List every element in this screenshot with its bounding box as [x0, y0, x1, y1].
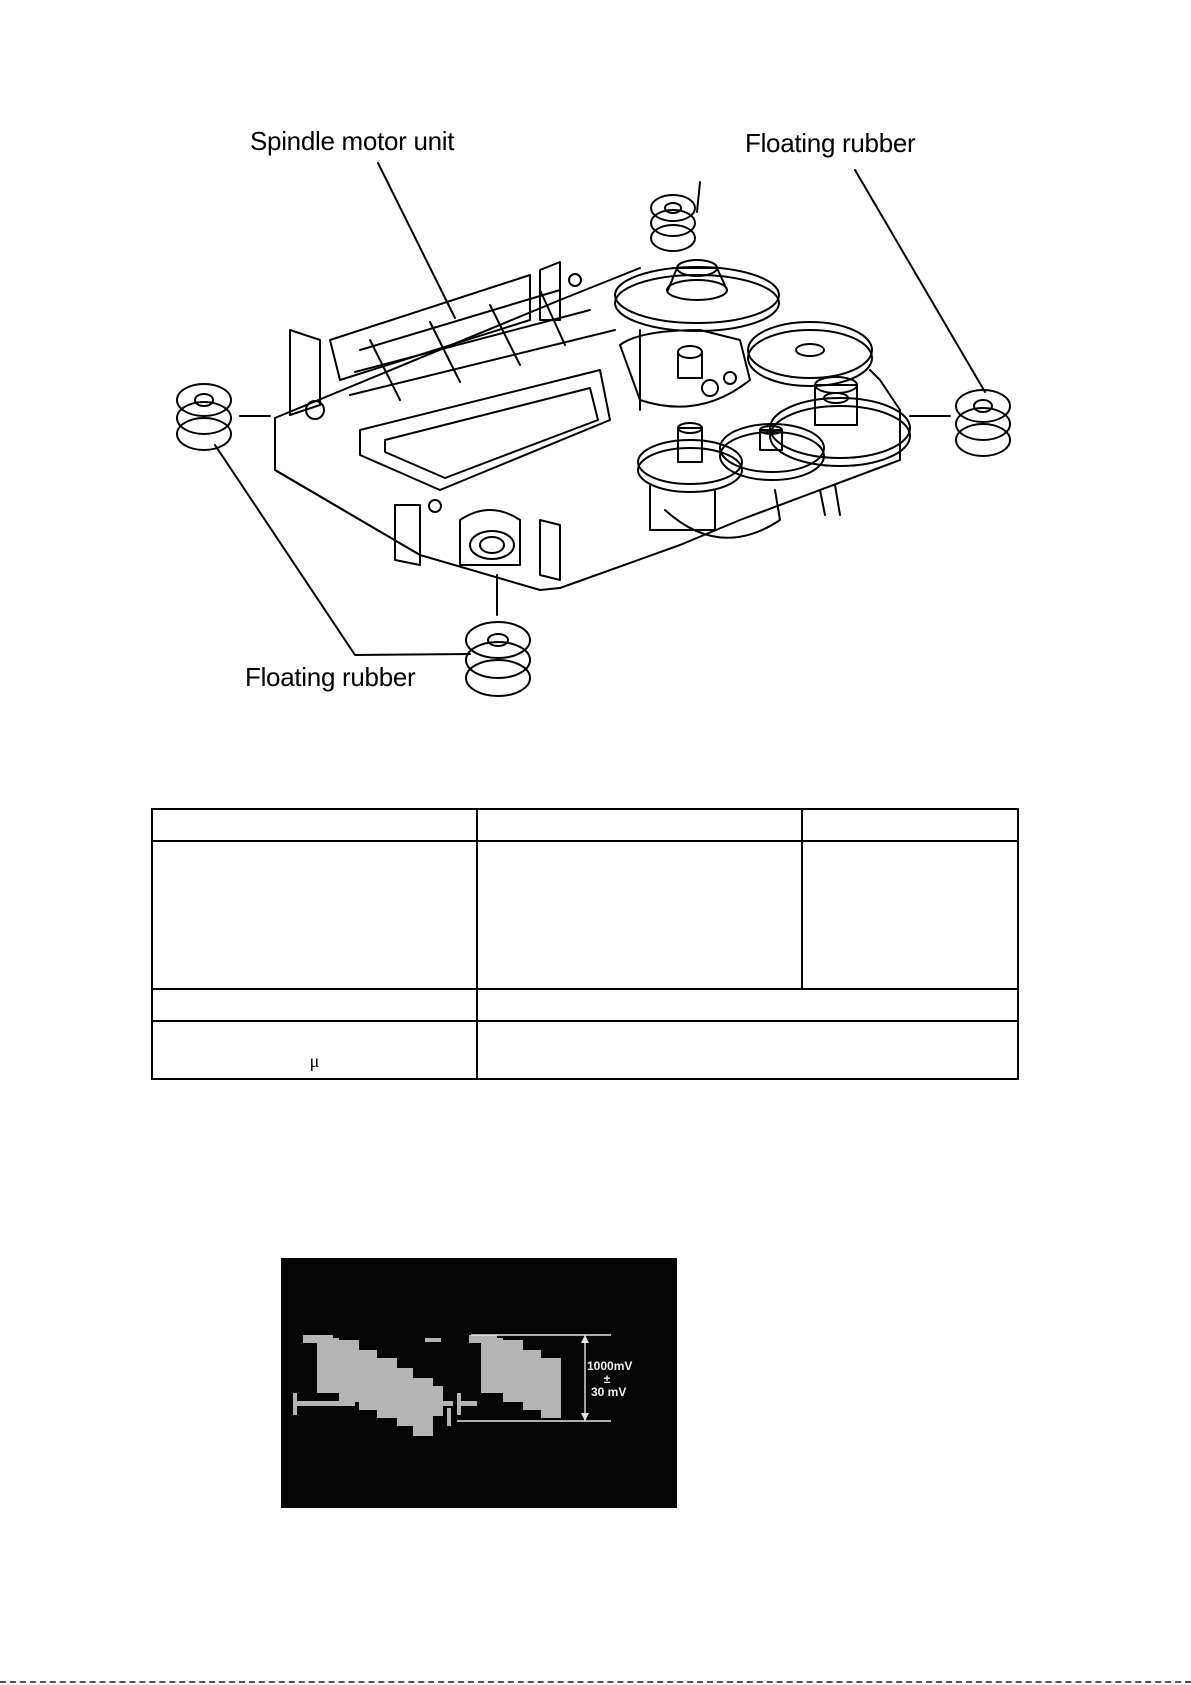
spindle-mechanism-drawing — [0, 0, 1191, 720]
amplitude-text: 1000mV — [587, 1359, 633, 1373]
leader-spindle — [378, 163, 455, 318]
leader-float-top-right — [855, 170, 985, 392]
table-cell — [477, 841, 802, 989]
table-cell — [152, 989, 477, 1021]
table-row — [152, 1021, 1018, 1079]
floating-rubber-left — [177, 384, 231, 450]
spec-table — [151, 808, 1019, 1080]
floating-rubber-right — [956, 390, 1010, 456]
table-row — [152, 989, 1018, 1021]
tolerance-text: 30 mV — [591, 1385, 627, 1399]
floating-rubber-label-top: Floating rubber — [745, 128, 916, 158]
mu-symbol: μ — [309, 1051, 320, 1071]
leader-float-bottom — [355, 654, 470, 655]
table-row — [152, 809, 1018, 841]
table-cell — [477, 1021, 1018, 1079]
floating-rubber-bottom — [466, 622, 530, 696]
table-cell — [152, 1021, 477, 1079]
table-cell — [152, 841, 477, 989]
floating-rubber-top — [651, 195, 695, 251]
table-cell — [477, 809, 802, 841]
floating-rubber-label-bottom: Floating rubber — [245, 662, 416, 692]
table-cell — [152, 809, 477, 841]
table-cell — [802, 841, 1018, 989]
leader-float-top-left — [697, 182, 700, 212]
spindle-motor-unit-label: Spindle motor unit — [250, 126, 455, 156]
table-cell — [477, 989, 1018, 1021]
plus-minus-text: ± — [603, 1372, 611, 1386]
table-cell — [802, 809, 1018, 841]
table-row — [152, 841, 1018, 989]
page-bottom-border — [0, 1681, 1191, 1683]
oscilloscope-photo — [281, 1258, 677, 1508]
